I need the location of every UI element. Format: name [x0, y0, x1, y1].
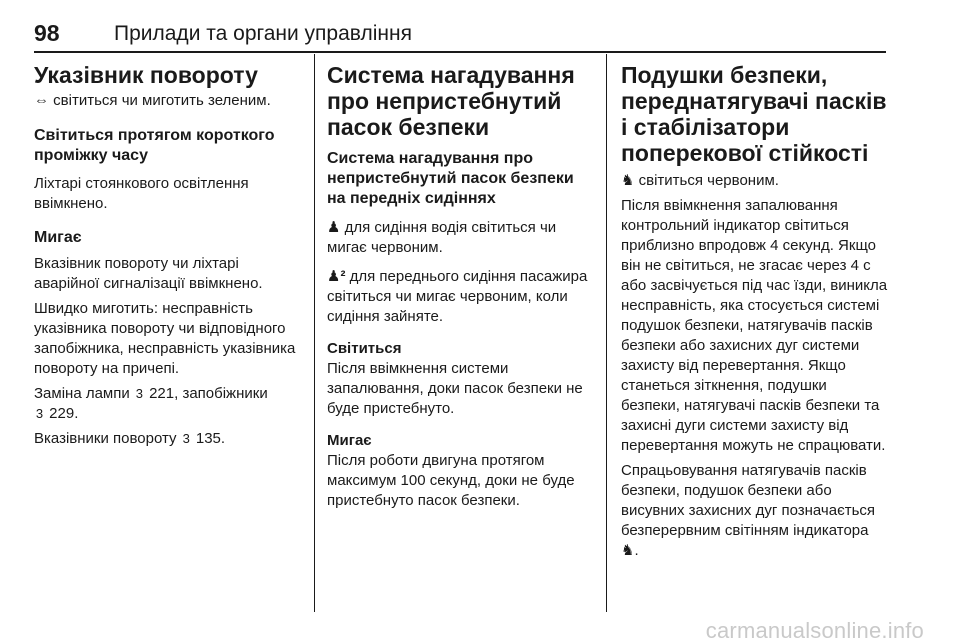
heading-blink: Мигає	[327, 432, 372, 449]
header-rule	[34, 51, 886, 53]
turn-signal-desc: ⇔ світиться чи миготить зеленим.	[34, 92, 271, 109]
page-ref-icon: 3	[35, 406, 44, 421]
airbag-triggered-text: Спрацьовування натягувачів пасків безпеки, подушок безпеки або висувних захисних дуг позначається безперервним світінням індикатора ♞.	[621, 462, 876, 559]
page-number: 98	[34, 20, 60, 46]
column-seatbelt-reminder	[327, 54, 593, 511]
heading-turn-signal: Указівник повороту	[34, 62, 258, 88]
heading-short-lit: Світиться протягом короткого проміжку часу	[34, 127, 275, 164]
heading-seatbelt-reminder: Система нагадування про непристебнутий пасок безпеки	[327, 62, 575, 140]
column-divider	[314, 54, 315, 612]
turn-arrows-icon: ⇔	[34, 92, 49, 109]
heading-blinks: Мигає	[34, 229, 82, 246]
driver-seat-text: ♟ для сидіння водія світиться чи мигає червоним.	[327, 219, 557, 256]
parking-lights-text: Ліхтарі стоянкового освітлення ввімкнено.	[34, 175, 249, 212]
airbag-icon: ♞	[621, 172, 635, 189]
fast-blink-text: Швидко миготить: несправність указівника повороту чи відповідного запобіжника, несправність указівника повороту на причепі.	[34, 300, 296, 377]
page-ref-icon: 3	[135, 386, 144, 401]
turn-signal-ref: Вказівники повороту 3 135.	[34, 430, 226, 447]
heading-front-seats: Система нагадування про непристебнутий пасок безпеки на передніх сидіннях	[327, 150, 574, 207]
lit-text: Після ввімкнення системи запалювання, доки пасок безпеки не буде пристебнуто.	[327, 360, 583, 417]
heading-lit: Світиться	[327, 340, 402, 357]
blinks-text: Вказівник повороту чи ліхтарі аварійної сигналізації ввімкнено.	[34, 255, 263, 292]
seatbelt-driver-icon: ♟	[327, 219, 341, 236]
airbag-red-text: ♞ світиться червоним.	[621, 172, 779, 189]
watermark: carmanualsonline.info	[705, 618, 924, 643]
column-airbags	[621, 54, 889, 561]
column-divider	[606, 54, 607, 612]
airbag-icon: ♞	[621, 542, 635, 559]
heading-airbags: Подушки безпеки, переднатягувачі пасків і стабілізатори поперекової стійкості	[621, 62, 887, 166]
blink-text: Після роботи двигуна протягом максимум 100 секунд, доки не буде пристебнуто пасок безпеки.	[327, 452, 575, 509]
airbag-after-ignition-text: Після ввімкнення запалювання контрольний індикатор світиться приблизно впродовж 4 секунд. Якщо він не світиться, не згасає через 4 с або засвічується під час їзди, виникла несправність, яка стосується системі подушок безпеки, натягувачів пасків безпеки або захисних дуг системи захисту від перевертання. Якщо станеться зіткнення, подушки безпеки, натягувачі пасків безпеки та захисні дуги системи захисту від перевертання можуть не спрацювати.	[621, 197, 888, 454]
seatbelt-passenger-icon: ♟²	[327, 268, 346, 285]
running-title: Прилади та органи управління	[114, 22, 412, 45]
page-ref-icon: 3	[182, 431, 190, 446]
column-turn-signal	[34, 54, 304, 449]
passenger-seat-text: ♟² для переднього сидіння пасажира світиться чи мигає червоним, коли сидіння зайняте.	[327, 268, 588, 325]
lamp-replacement-ref: Заміна лампи 3 221, запобіжники 3 229.	[34, 385, 268, 422]
